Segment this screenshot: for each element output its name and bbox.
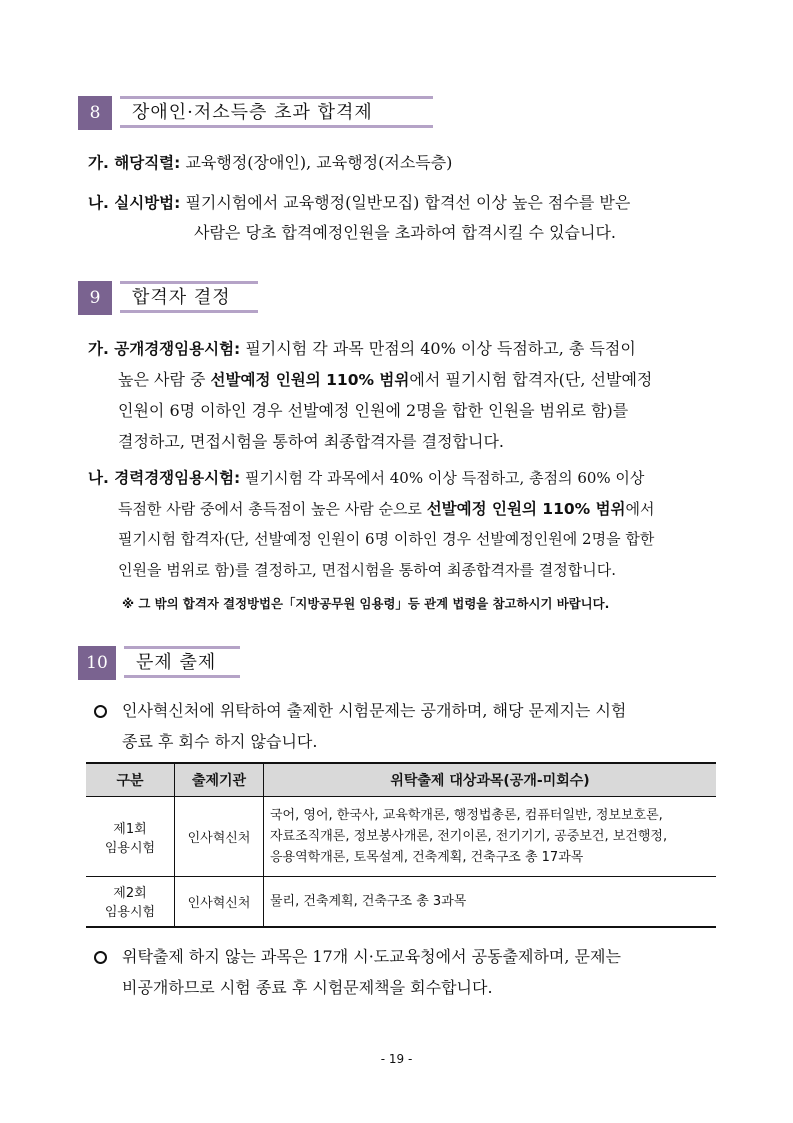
s8-item-a [88, 150, 452, 173]
s10-bullet1-line1: 인사혁신처에 위탁하여 출제한 시험문제는 공개하며, 해당 문제지는 시험 [122, 701, 627, 720]
s10-bullet2-line2: 비공개하므로 시험 종료 후 시험문제책을 회수합니다. [122, 978, 493, 997]
table-row [86, 797, 716, 877]
exam-kind: 임용시험 [104, 840, 156, 856]
s8-item-b-line2: 사람은 당초 합격예정인원을 초과하여 합격시킬 수 있습니다. [194, 223, 617, 242]
col-header-agency: 출제기관 [175, 763, 264, 797]
s8-item-a-text: 교육행정(장애인), 교육행정(저소득층) [180, 153, 453, 172]
s9-item-a-line3: 인원이 6명 이하인 경우 선발예정 인원에 2명을 합한 인원을 범위로 함)를 [118, 401, 629, 420]
circle-bullet-icon [94, 705, 107, 718]
text-run: 높은 사람 중 [118, 370, 211, 389]
section-number: 8 [78, 96, 112, 130]
section-9-heading [78, 281, 258, 315]
exam-kind: 임용시험 [104, 905, 156, 921]
subjects-cell [264, 797, 717, 877]
section-number: 9 [78, 281, 112, 315]
s9-note: ※ 그 밖의 합격자 결정방법은「지방공무원 임용령」등 관계 법령을 참고하시기 바랍니다. [122, 596, 610, 611]
s9-item-b-label: 나. 경력경쟁임용시험: [88, 469, 241, 487]
s8-item-b-label: 나. 실시방법: [88, 194, 181, 212]
s9-item-b-line1 [88, 466, 644, 488]
exam-cell [86, 797, 175, 877]
s9-item-b-line4: 인원을 범위로 함)를 결정하고, 면접시험을 통하여 최종합격자를 결정합니다. [118, 561, 616, 579]
text-run: 에서 필기시험 합격자(단, 선발예정 [409, 370, 653, 389]
subjects-cell: 물리, 건축계획, 건축구조 총 3과목 [264, 877, 717, 927]
agency-cell: 인사혁신처 [175, 877, 264, 927]
text-run: 득점한 사람 중에서 총득점이 높은 사람 순으로 [118, 500, 427, 518]
s9-item-a-text: 필기시험 각 과목 만점의 40% 이상 득점하고, 총 득점이 [240, 339, 636, 358]
page-number: - 19 - [380, 1052, 413, 1066]
s10-bullet1-line2: 종료 후 회수 하지 않습니다. [122, 732, 318, 751]
col-header-subjects: 위탁출제 대상과목(공개-미회수) [264, 763, 717, 797]
section-8-heading [78, 96, 433, 130]
table-header-row [86, 763, 716, 797]
col-header-type: 구분 [86, 763, 175, 797]
subjects-line: 국어, 영어, 한국사, 교육학개론, 행정법총론, 컴퓨터일반, 정보보호론, [270, 808, 663, 823]
s9-item-a-line2 [118, 367, 652, 390]
s9-item-a-line1 [88, 336, 636, 359]
exam-round: 제2회 [113, 886, 147, 902]
s8-item-a-label: 가. 해당직렬: [88, 154, 181, 172]
exam-cell [86, 877, 175, 927]
s8-item-b-text: 필기시험에서 교육행정(일반모집) 합격선 이상 높은 점수를 받은 [180, 193, 631, 212]
subject-table [86, 762, 716, 928]
agency-cell: 인사혁신처 [175, 797, 264, 877]
section-10-heading [78, 646, 240, 680]
subjects-line: 자료조직개론, 정보봉사개론, 전기이론, 전기기기, 공중보건, 보건행정, [270, 829, 668, 844]
s9-item-a-line4: 결정하고, 면접시험을 통하여 최종합격자를 결정합니다. [118, 432, 505, 451]
subjects-line: 응용역학개론, 토목설계, 건축계획, 건축구조 총 17과목 [270, 850, 584, 865]
section-number: 10 [78, 646, 116, 680]
section-title: 합격자 결정 [120, 281, 258, 313]
s9-item-a-label: 가. 공개경쟁임용시험: [88, 340, 241, 358]
emphasis-text: 선발예정 인원의 110% 범위 [210, 371, 410, 389]
table-row [86, 877, 716, 927]
s9-item-b-line3: 필기시험 합격자(단, 선발예정 인원이 6명 이하인 경우 선발예정인원에 2명을 합한 [118, 530, 655, 548]
s10-bullet2-line1: 위탁출제 하지 않는 과목은 17개 시·도교육청에서 공동출제하며, 문제는 [122, 947, 621, 966]
section-title: 문제 출제 [124, 646, 240, 678]
s9-item-b-line2 [118, 497, 655, 519]
section-title: 장애인·저소득층 초과 합격제 [120, 96, 433, 128]
exam-round: 제1회 [113, 821, 147, 837]
s8-item-b-line1 [88, 190, 630, 213]
s9-item-b-text: 필기시험 각 과목에서 40% 이상 득점하고, 총점의 60% 이상 [240, 469, 645, 487]
circle-bullet-icon [94, 951, 107, 964]
text-run: 에서 [625, 500, 655, 518]
emphasis-text: 선발예정 인원의 110% 범위 [426, 500, 626, 518]
